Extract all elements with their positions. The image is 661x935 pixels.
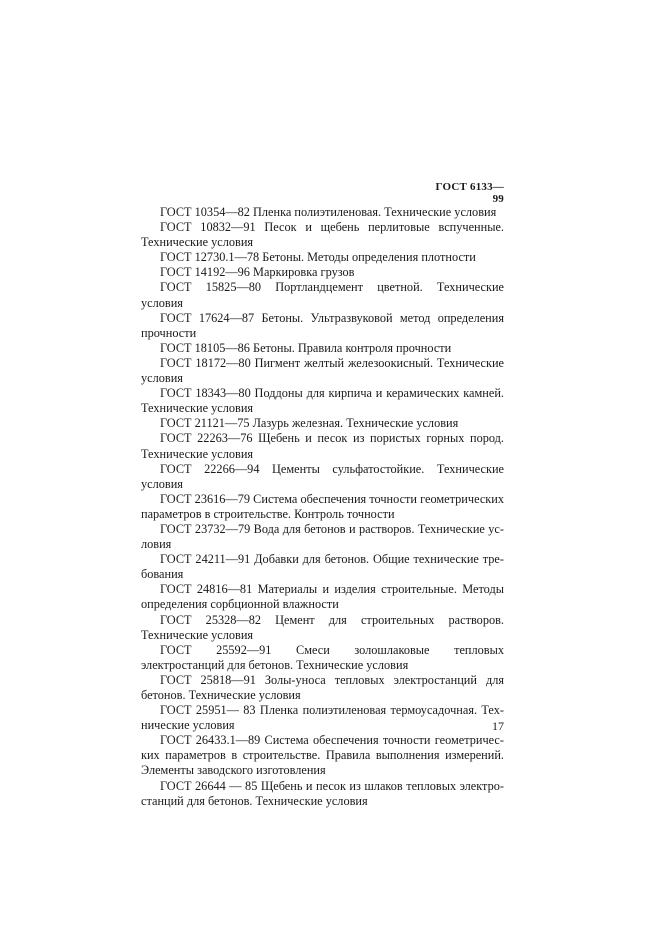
- reference-item: ГОСТ 22266—94 Цементы сульфатостойкие. Технические условия: [141, 461, 504, 491]
- reference-item: ГОСТ 15825—80 Портландцемент цветной. Технические условия: [141, 280, 504, 310]
- reference-item: ГОСТ 12730.1—78 Бетоны. Методы определения плотности: [160, 250, 476, 265]
- reference-item: ГОСТ 23732—79 Вода для бетонов и растворов. Технические условия: [141, 521, 504, 552]
- reference-item: ГОСТ 25592—91 Смеси золошлаковые тепловых электростанций для бетонов. Технические условия: [141, 642, 504, 672]
- page-number: 17: [492, 719, 504, 733]
- reference-item: ГОСТ 10354—82 Пленка полиэтиленовая. Технические условия: [160, 205, 497, 219]
- reference-item: ГОСТ 24211—91 Добавки для бетонов. Общие технические требования: [141, 552, 504, 582]
- reference-item: ГОСТ 26433.1—89 Система обеспечения точности геометрических параметров в строительстве. Правила выполнения измерений. Элементы заводского изготовления: [141, 733, 504, 778]
- reference-item: ГОСТ 24816—81 Материалы и изделия строительные. Методы определения сорбционной влажности: [141, 582, 504, 612]
- reference-item: ГОСТ 25951— 83 Пленка полиэтиленовая термоусадочная. Технические условия: [141, 703, 504, 733]
- reference-item: ГОСТ 17624—87 Бетоны. Ультразвуковой метод определения прочности: [141, 310, 504, 340]
- reference-item: ГОСТ 25818—91 Золы-уноса тепловых электростанций для бетонов. Технические условия: [141, 672, 504, 702]
- reference-item: ГОСТ 18343—80 Поддоны для кирпича и керамических камней. Технические условия: [141, 386, 504, 416]
- reference-list: [141, 205, 504, 809]
- reference-item: ГОСТ 26644 — 85 Щебень и песок из шлаков тепловых электростанций для бетонов. Технические условия: [141, 778, 504, 808]
- reference-item: ГОСТ 21121—75 Лазурь железная. Технические условия: [160, 416, 459, 431]
- reference-item: ГОСТ 18172—80 Пигмент желтый железоокисный. Технические условия: [141, 355, 504, 386]
- reference-item: ГОСТ 25328—82 Цемент для строительных растворов. Технические условия: [141, 612, 504, 642]
- reference-item: ГОСТ 10832—91 Песок и щебень перлитовые вспученные. Технические условия: [141, 220, 504, 250]
- reference-item: ГОСТ 18105—86 Бетоны. Правила контроля прочности: [160, 340, 452, 355]
- reference-item: ГОСТ 14192—96 Маркировка грузов: [160, 265, 355, 280]
- reference-item: ГОСТ 22263—76 Щебень и песок из пористых горных пород. Технические условия: [141, 431, 504, 461]
- reference-item: ГОСТ 23616—79 Система обеспечения точности геометрических параметров в строительстве. Контроль точности: [141, 491, 504, 521]
- document-header: ГОСТ 6133—99: [435, 181, 504, 205]
